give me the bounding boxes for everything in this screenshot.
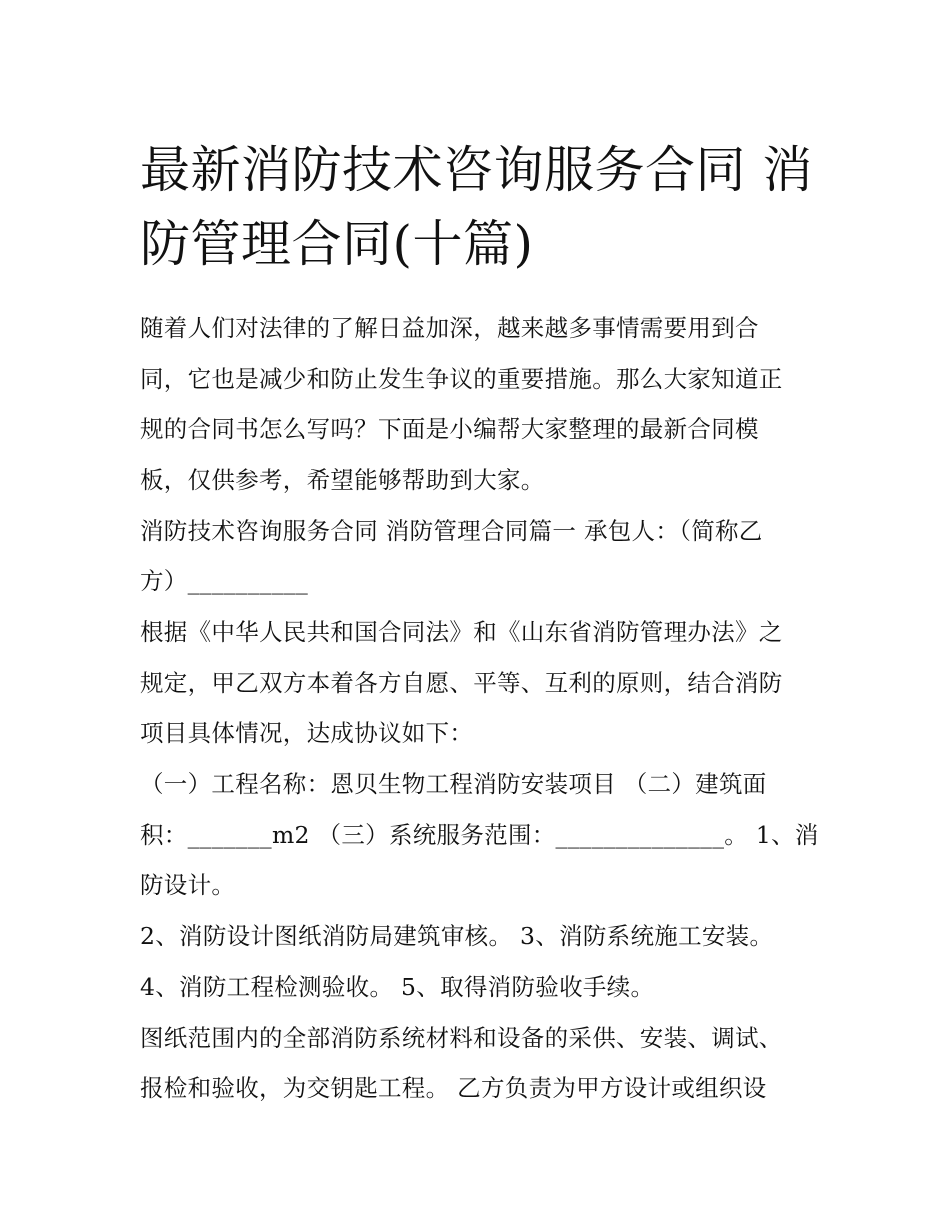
- body-line: 规的合同书怎么写吗？下面是小编帮大家整理的最新合同模: [140, 415, 759, 444]
- body-line: 同，它也是减少和防止发生争议的重要措施。那么大家知道正: [140, 364, 783, 393]
- body-line: 2、消防设计图纸消防局建筑审核。 3、消防系统施工安装。: [140, 922, 774, 951]
- body-line: 随着人们对法律的了解日益加深，越来越多事情需要用到合: [140, 313, 759, 342]
- document-page: [140, 112, 819, 1114]
- title-line: 最新消防技术咨询服务合同 消: [140, 141, 813, 200]
- body-line: 方）__________: [140, 567, 309, 596]
- body-line: 4、消防工程检测验收。 5、取得消防验收手续。: [140, 972, 655, 1001]
- body-line: 消防技术咨询服务合同 消防管理合同篇一 承包人：（简称乙: [140, 516, 763, 545]
- body-line: 根据《中华人民共和国合同法》和《山东省消防管理办法》之: [140, 618, 783, 646]
- body-line: 防设计。: [140, 871, 236, 900]
- body-line: 报检和验收，为交钥匙工程。 乙方负责为甲方设计或组织设: [140, 1074, 767, 1103]
- body-line: 项目具体情况，达成协议如下：: [140, 719, 474, 748]
- body-line: 板，仅供参考，希望能够帮助到大家。: [140, 465, 545, 494]
- body-line: 规定，甲乙双方本着各方自愿、平等、互利的原则，结合消防: [140, 668, 783, 697]
- document-body: [140, 303, 819, 1114]
- body-line: 积：_______m2 （三）系统服务范围：______________。 1、消: [140, 820, 819, 849]
- document-title: [140, 133, 815, 281]
- body-line: （一）工程名称：恩贝生物工程消防安装项目 （二）建筑面: [140, 770, 767, 799]
- body-line: 图纸范围内的全部消防系统材料和设备的采供、安装、调试、: [140, 1023, 783, 1052]
- title-line: 防管理合同(十篇): [140, 215, 534, 274]
